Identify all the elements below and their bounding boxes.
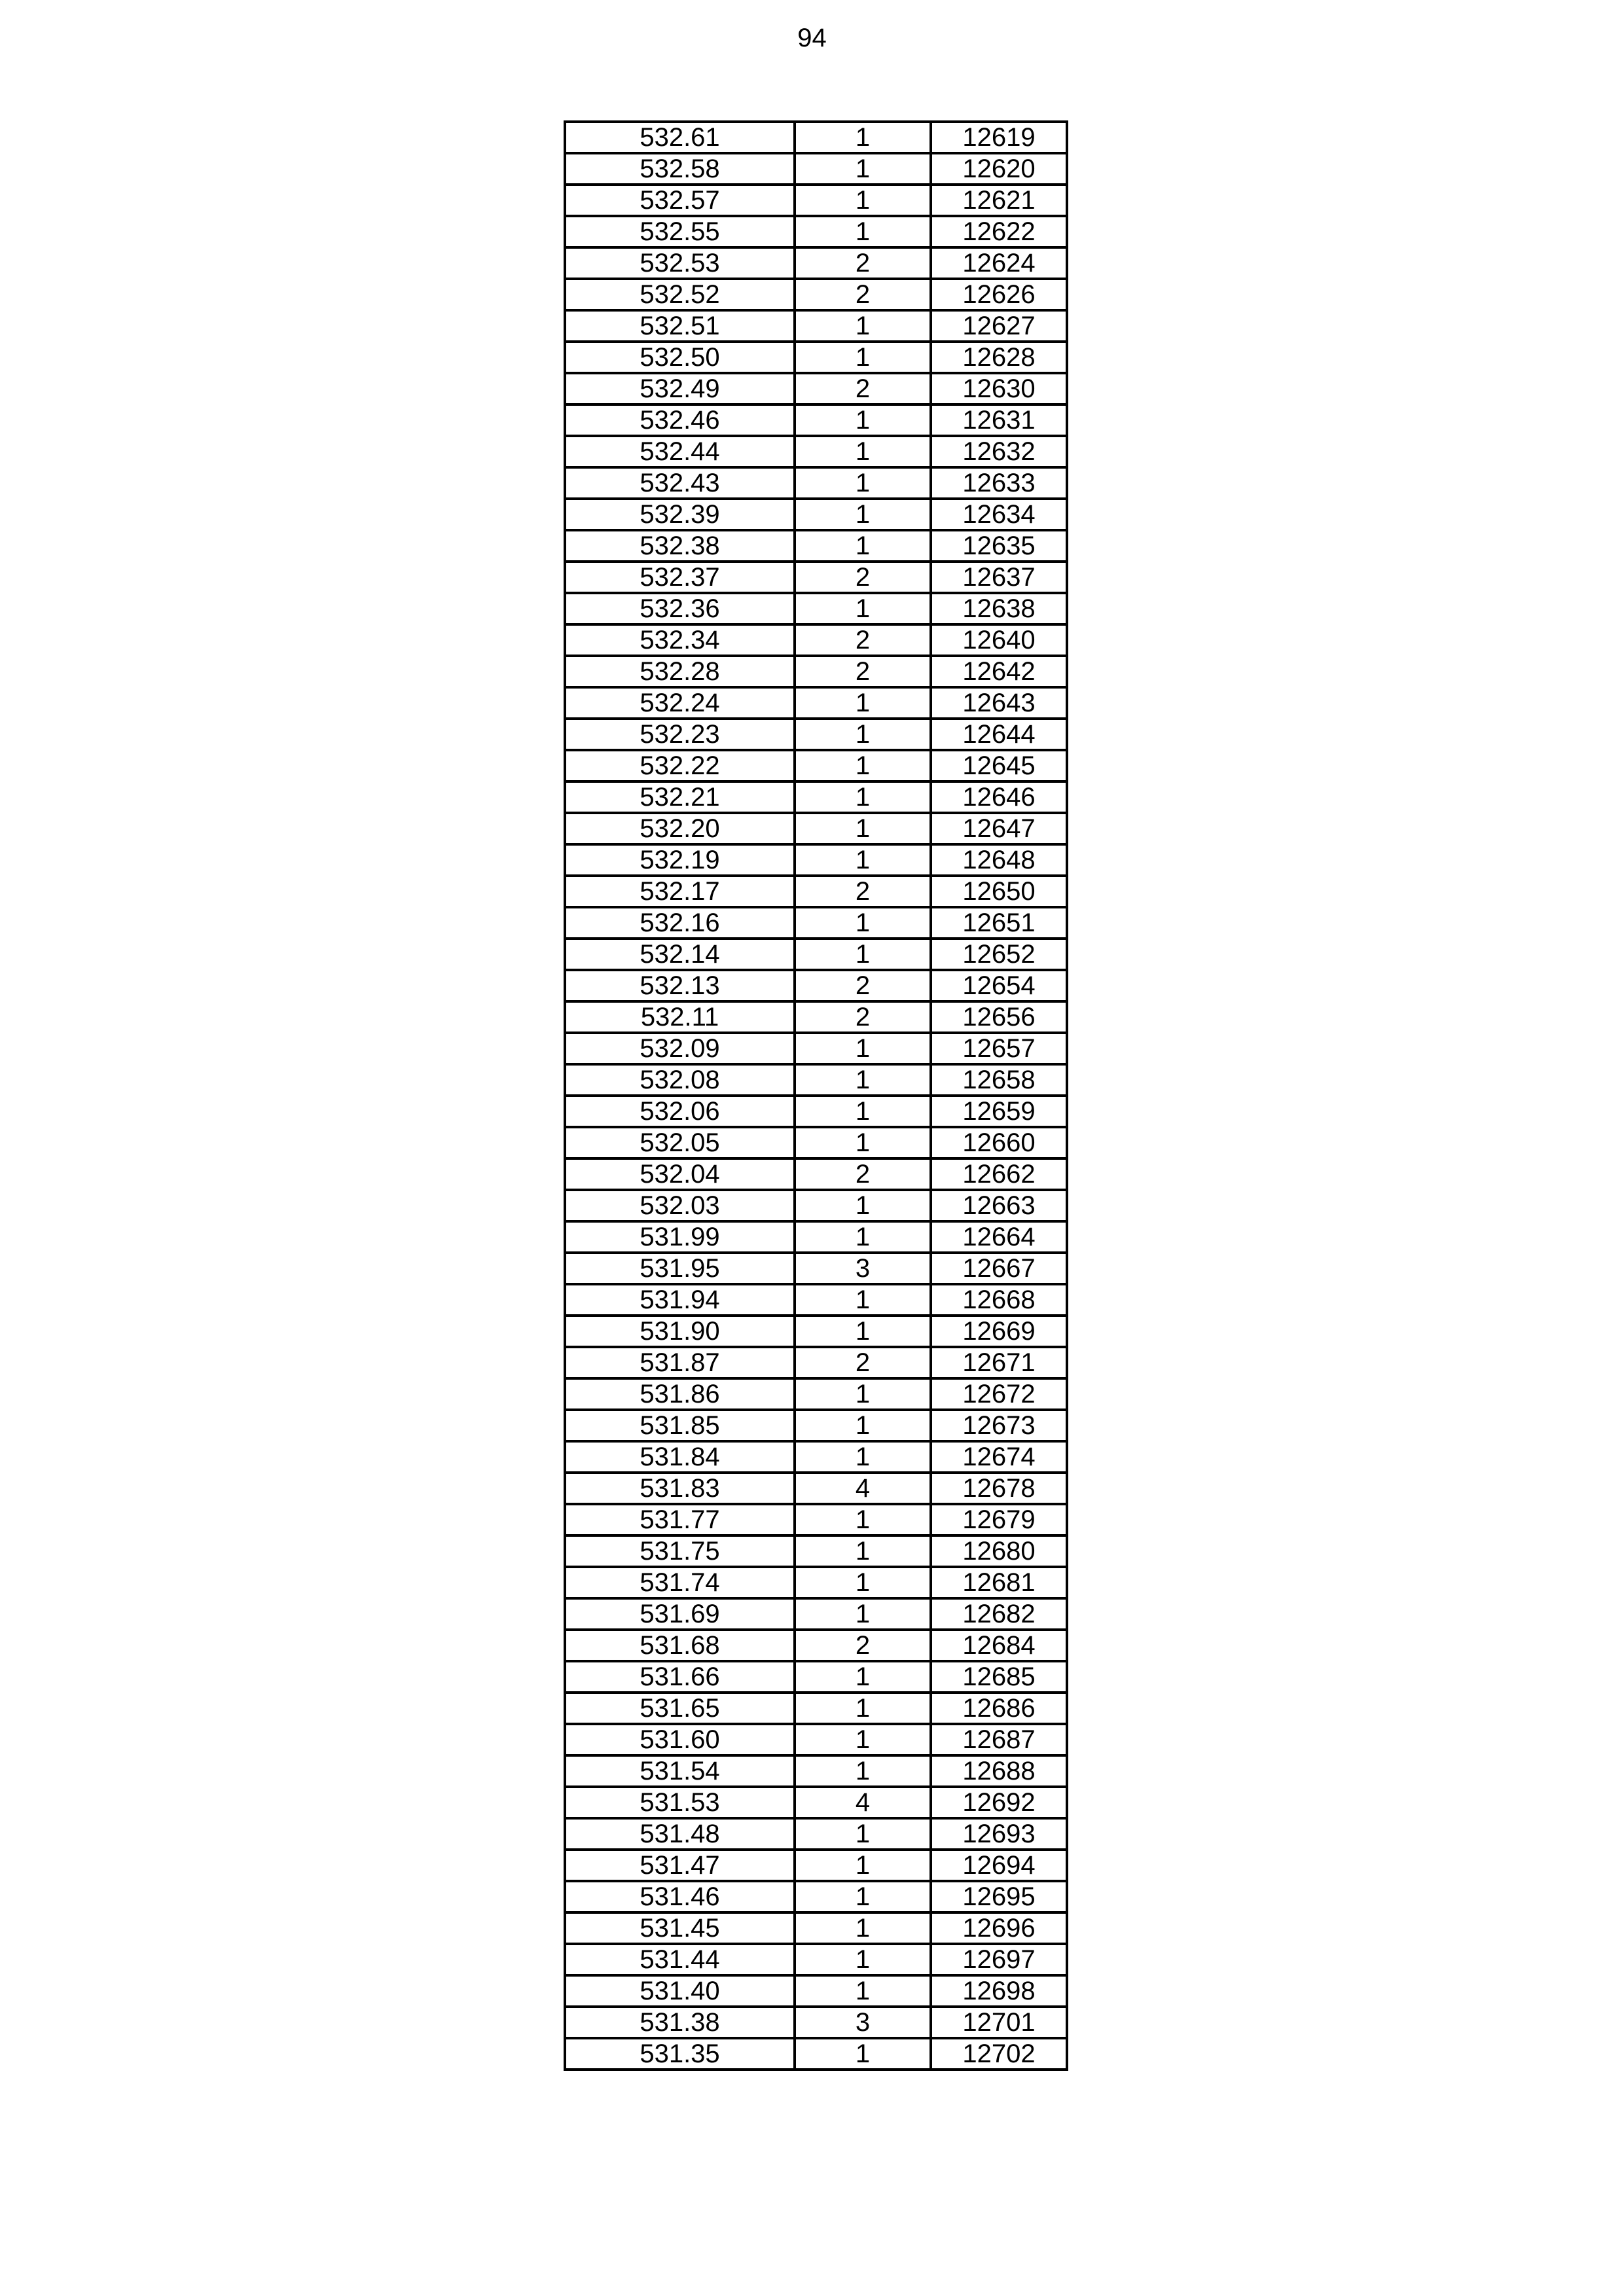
cumulative-cell: 12620	[931, 153, 1067, 185]
table-row	[565, 1316, 1067, 1347]
table-row	[565, 844, 1067, 876]
count-cell: 1	[795, 1535, 931, 1567]
cumulative-cell: 12651	[931, 907, 1067, 939]
cumulative-cell: 12680	[931, 1535, 1067, 1567]
value-cell: 532.23	[565, 719, 795, 750]
value-cell: 532.24	[565, 687, 795, 719]
count-cell: 2	[795, 1347, 931, 1378]
count-cell: 2	[795, 624, 931, 656]
count-cell: 1	[795, 153, 931, 185]
table-row	[565, 1724, 1067, 1755]
cumulative-cell: 12656	[931, 1001, 1067, 1033]
table-row	[565, 813, 1067, 844]
value-cell: 531.46	[565, 1881, 795, 1912]
count-cell: 1	[795, 1504, 931, 1535]
cumulative-cell: 12627	[931, 310, 1067, 342]
count-cell: 1	[795, 1378, 931, 1410]
value-cell: 531.60	[565, 1724, 795, 1755]
count-cell: 4	[795, 1473, 931, 1504]
count-cell: 1	[795, 216, 931, 247]
count-cell: 1	[795, 1724, 931, 1755]
cumulative-cell: 12638	[931, 593, 1067, 624]
cumulative-cell: 12650	[931, 876, 1067, 907]
value-cell: 531.66	[565, 1661, 795, 1693]
count-cell: 1	[795, 781, 931, 813]
cumulative-cell: 12648	[931, 844, 1067, 876]
value-cell: 532.55	[565, 216, 795, 247]
value-cell: 531.94	[565, 1284, 795, 1316]
cumulative-cell: 12687	[931, 1724, 1067, 1755]
data-table	[564, 120, 1068, 2071]
count-cell: 1	[795, 1693, 931, 1724]
value-cell: 532.04	[565, 1158, 795, 1190]
table-row	[565, 1253, 1067, 1284]
value-cell: 532.28	[565, 656, 795, 687]
value-cell: 532.21	[565, 781, 795, 813]
cumulative-cell: 12647	[931, 813, 1067, 844]
table-row	[565, 1504, 1067, 1535]
count-cell: 1	[795, 1598, 931, 1630]
value-cell: 532.03	[565, 1190, 795, 1221]
count-cell: 2	[795, 279, 931, 310]
count-cell: 1	[795, 1567, 931, 1598]
cumulative-cell: 12644	[931, 719, 1067, 750]
cumulative-cell: 12658	[931, 1064, 1067, 1096]
count-cell: 1	[795, 719, 931, 750]
cumulative-cell: 12645	[931, 750, 1067, 781]
count-cell: 2	[795, 247, 931, 279]
value-cell: 532.11	[565, 1001, 795, 1033]
table-row	[565, 781, 1067, 813]
value-cell: 531.84	[565, 1441, 795, 1473]
page-number: 94	[797, 24, 827, 52]
value-cell: 532.43	[565, 467, 795, 499]
value-cell: 531.90	[565, 1316, 795, 1347]
value-cell: 532.49	[565, 373, 795, 404]
count-cell: 1	[795, 844, 931, 876]
count-cell: 1	[795, 1316, 931, 1347]
value-cell: 532.34	[565, 624, 795, 656]
count-cell: 2	[795, 970, 931, 1001]
count-cell: 1	[795, 404, 931, 436]
table-row	[565, 373, 1067, 404]
cumulative-cell: 12693	[931, 1818, 1067, 1850]
count-cell: 1	[795, 1881, 931, 1912]
count-cell: 1	[795, 813, 931, 844]
table-row	[565, 939, 1067, 970]
value-cell: 532.44	[565, 436, 795, 467]
value-cell: 531.53	[565, 1787, 795, 1818]
cumulative-cell: 12702	[931, 2038, 1067, 2070]
value-cell: 531.86	[565, 1378, 795, 1410]
value-cell: 532.09	[565, 1033, 795, 1064]
value-cell: 532.57	[565, 185, 795, 216]
count-cell: 2	[795, 562, 931, 593]
cumulative-cell: 12643	[931, 687, 1067, 719]
table-row	[565, 970, 1067, 1001]
count-cell: 1	[795, 1221, 931, 1253]
cumulative-cell: 12662	[931, 1158, 1067, 1190]
cumulative-cell: 12692	[931, 1787, 1067, 1818]
cumulative-cell: 12696	[931, 1912, 1067, 1944]
cumulative-cell: 12635	[931, 530, 1067, 562]
count-cell: 1	[795, 939, 931, 970]
value-cell: 531.99	[565, 1221, 795, 1253]
cumulative-cell: 12682	[931, 1598, 1067, 1630]
count-cell: 1	[795, 467, 931, 499]
count-cell: 1	[795, 750, 931, 781]
table-row	[565, 624, 1067, 656]
table-row	[565, 1567, 1067, 1598]
value-cell: 531.75	[565, 1535, 795, 1567]
value-cell: 531.95	[565, 1253, 795, 1284]
count-cell: 1	[795, 1441, 931, 1473]
value-cell: 532.17	[565, 876, 795, 907]
table-row	[565, 1190, 1067, 1221]
cumulative-cell: 12632	[931, 436, 1067, 467]
table-row	[565, 247, 1067, 279]
count-cell: 1	[795, 499, 931, 530]
cumulative-cell: 12688	[931, 1755, 1067, 1787]
value-cell: 532.39	[565, 499, 795, 530]
count-cell: 1	[795, 310, 931, 342]
value-cell: 532.22	[565, 750, 795, 781]
value-cell: 531.45	[565, 1912, 795, 1944]
table-row	[565, 1347, 1067, 1378]
table-row	[565, 1033, 1067, 1064]
count-cell: 4	[795, 1787, 931, 1818]
cumulative-cell: 12674	[931, 1441, 1067, 1473]
table-row	[565, 687, 1067, 719]
count-cell: 1	[795, 185, 931, 216]
cumulative-cell: 12663	[931, 1190, 1067, 1221]
value-cell: 532.19	[565, 844, 795, 876]
table-row	[565, 1755, 1067, 1787]
count-cell: 1	[795, 342, 931, 373]
count-cell: 2	[795, 1158, 931, 1190]
table-row	[565, 342, 1067, 373]
cumulative-cell: 12669	[931, 1316, 1067, 1347]
value-cell: 531.69	[565, 1598, 795, 1630]
table-row	[565, 310, 1067, 342]
table-row	[565, 185, 1067, 216]
value-cell: 532.52	[565, 279, 795, 310]
table-row	[565, 499, 1067, 530]
count-cell: 1	[795, 1661, 931, 1693]
value-cell: 532.50	[565, 342, 795, 373]
value-cell: 531.83	[565, 1473, 795, 1504]
value-cell: 532.37	[565, 562, 795, 593]
table-row	[565, 1818, 1067, 1850]
cumulative-cell: 12628	[931, 342, 1067, 373]
cumulative-cell: 12646	[931, 781, 1067, 813]
count-cell: 1	[795, 122, 931, 153]
table-row	[565, 876, 1067, 907]
data-table-body	[565, 122, 1067, 2070]
count-cell: 1	[795, 1033, 931, 1064]
value-cell: 531.68	[565, 1630, 795, 1661]
cumulative-cell: 12622	[931, 216, 1067, 247]
cumulative-cell: 12673	[931, 1410, 1067, 1441]
value-cell: 532.58	[565, 153, 795, 185]
cumulative-cell: 12634	[931, 499, 1067, 530]
cumulative-cell: 12668	[931, 1284, 1067, 1316]
count-cell: 1	[795, 2038, 931, 2070]
table-row	[565, 1975, 1067, 2007]
count-cell: 1	[795, 1064, 931, 1096]
value-cell: 531.77	[565, 1504, 795, 1535]
value-cell: 532.38	[565, 530, 795, 562]
table-row	[565, 2007, 1067, 2038]
value-cell: 532.53	[565, 247, 795, 279]
value-cell: 532.06	[565, 1096, 795, 1127]
cumulative-cell: 12640	[931, 624, 1067, 656]
value-cell: 531.74	[565, 1567, 795, 1598]
table-row	[565, 1284, 1067, 1316]
table-row	[565, 1693, 1067, 1724]
value-cell: 531.40	[565, 1975, 795, 2007]
table-row	[565, 467, 1067, 499]
table-row	[565, 1787, 1067, 1818]
count-cell: 1	[795, 1755, 931, 1787]
table-row	[565, 750, 1067, 781]
cumulative-cell: 12695	[931, 1881, 1067, 1912]
count-cell: 1	[795, 1284, 931, 1316]
value-cell: 532.51	[565, 310, 795, 342]
cumulative-cell: 12624	[931, 247, 1067, 279]
table-row	[565, 153, 1067, 185]
value-cell: 531.47	[565, 1850, 795, 1881]
value-cell: 531.35	[565, 2038, 795, 2070]
cumulative-cell: 12667	[931, 1253, 1067, 1284]
table-row	[565, 1630, 1067, 1661]
table-row	[565, 907, 1067, 939]
value-cell: 532.46	[565, 404, 795, 436]
table-row	[565, 562, 1067, 593]
count-cell: 3	[795, 1253, 931, 1284]
count-cell: 1	[795, 1850, 931, 1881]
count-cell: 1	[795, 1944, 931, 1975]
table-row	[565, 1158, 1067, 1190]
value-cell: 532.61	[565, 122, 795, 153]
value-cell: 531.85	[565, 1410, 795, 1441]
value-cell: 532.05	[565, 1127, 795, 1158]
value-cell: 531.54	[565, 1755, 795, 1787]
value-cell: 532.13	[565, 970, 795, 1001]
cumulative-cell: 12671	[931, 1347, 1067, 1378]
cumulative-cell: 12652	[931, 939, 1067, 970]
cumulative-cell: 12657	[931, 1033, 1067, 1064]
table-row	[565, 1661, 1067, 1693]
cumulative-cell: 12684	[931, 1630, 1067, 1661]
cumulative-cell: 12619	[931, 122, 1067, 153]
count-cell: 2	[795, 1001, 931, 1033]
cumulative-cell: 12697	[931, 1944, 1067, 1975]
cumulative-cell: 12681	[931, 1567, 1067, 1598]
table-row	[565, 279, 1067, 310]
data-table-container	[564, 120, 1068, 2071]
cumulative-cell: 12660	[931, 1127, 1067, 1158]
value-cell: 532.20	[565, 813, 795, 844]
table-row	[565, 1535, 1067, 1567]
count-cell: 1	[795, 1975, 931, 2007]
table-row	[565, 593, 1067, 624]
count-cell: 2	[795, 876, 931, 907]
value-cell: 532.16	[565, 907, 795, 939]
cumulative-cell: 12679	[931, 1504, 1067, 1535]
table-row	[565, 1064, 1067, 1096]
value-cell: 531.44	[565, 1944, 795, 1975]
table-row	[565, 1441, 1067, 1473]
value-cell: 531.65	[565, 1693, 795, 1724]
table-row	[565, 719, 1067, 750]
table-row	[565, 1881, 1067, 1912]
count-cell: 1	[795, 1190, 931, 1221]
table-row	[565, 216, 1067, 247]
table-row	[565, 656, 1067, 687]
value-cell: 531.87	[565, 1347, 795, 1378]
table-row	[565, 1410, 1067, 1441]
value-cell: 531.38	[565, 2007, 795, 2038]
cumulative-cell: 12633	[931, 467, 1067, 499]
table-row	[565, 1473, 1067, 1504]
cumulative-cell: 12685	[931, 1661, 1067, 1693]
count-cell: 1	[795, 687, 931, 719]
table-row	[565, 1378, 1067, 1410]
count-cell: 1	[795, 1912, 931, 1944]
table-row	[565, 1598, 1067, 1630]
table-row	[565, 122, 1067, 153]
value-cell: 532.36	[565, 593, 795, 624]
cumulative-cell: 12694	[931, 1850, 1067, 1881]
count-cell: 1	[795, 1818, 931, 1850]
cumulative-cell: 12686	[931, 1693, 1067, 1724]
table-row	[565, 1127, 1067, 1158]
count-cell: 1	[795, 1096, 931, 1127]
cumulative-cell: 12698	[931, 1975, 1067, 2007]
cumulative-cell: 12664	[931, 1221, 1067, 1253]
count-cell: 3	[795, 2007, 931, 2038]
count-cell: 1	[795, 530, 931, 562]
count-cell: 1	[795, 1127, 931, 1158]
count-cell: 2	[795, 656, 931, 687]
value-cell: 531.48	[565, 1818, 795, 1850]
table-row	[565, 530, 1067, 562]
count-cell: 2	[795, 1630, 931, 1661]
count-cell: 1	[795, 593, 931, 624]
cumulative-cell: 12654	[931, 970, 1067, 1001]
table-row	[565, 1850, 1067, 1881]
cumulative-cell: 12621	[931, 185, 1067, 216]
table-row	[565, 2038, 1067, 2070]
table-row	[565, 436, 1067, 467]
value-cell: 532.14	[565, 939, 795, 970]
value-cell: 532.08	[565, 1064, 795, 1096]
cumulative-cell: 12672	[931, 1378, 1067, 1410]
table-row	[565, 1912, 1067, 1944]
table-row	[565, 1096, 1067, 1127]
cumulative-cell: 12630	[931, 373, 1067, 404]
table-row	[565, 404, 1067, 436]
table-row	[565, 1001, 1067, 1033]
cumulative-cell: 12626	[931, 279, 1067, 310]
count-cell: 1	[795, 436, 931, 467]
cumulative-cell: 12678	[931, 1473, 1067, 1504]
cumulative-cell: 12659	[931, 1096, 1067, 1127]
cumulative-cell: 12701	[931, 2007, 1067, 2038]
cumulative-cell: 12642	[931, 656, 1067, 687]
table-row	[565, 1944, 1067, 1975]
count-cell: 1	[795, 907, 931, 939]
cumulative-cell: 12637	[931, 562, 1067, 593]
table-row	[565, 1221, 1067, 1253]
count-cell: 1	[795, 1410, 931, 1441]
cumulative-cell: 12631	[931, 404, 1067, 436]
count-cell: 2	[795, 373, 931, 404]
